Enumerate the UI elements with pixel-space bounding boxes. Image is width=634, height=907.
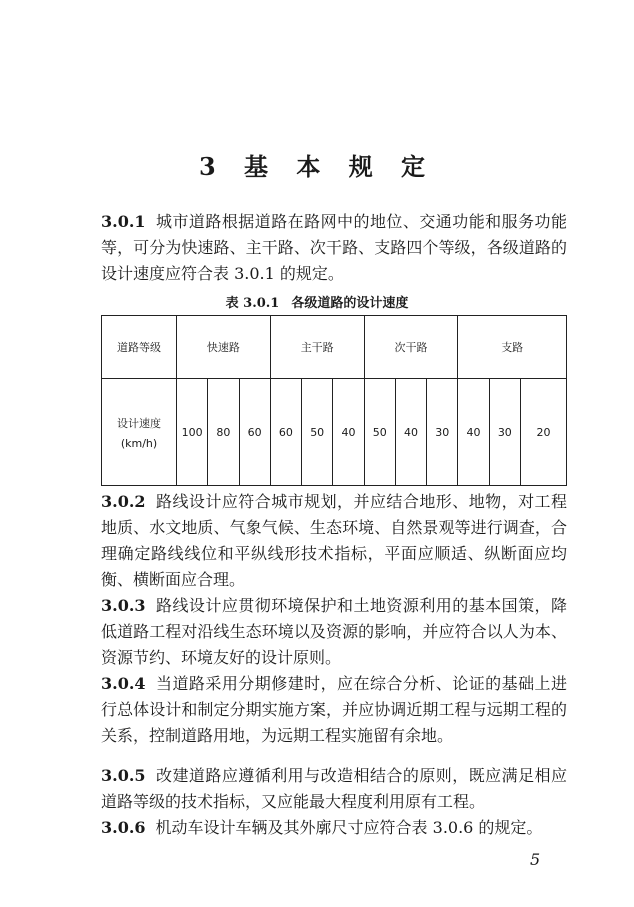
clause-text: 当道路采用分期修建时，应在综合分析、论证的基础上进行总体设计和制定分期实施方案，并应协调近期工程与远期工程的关系，控制道路用地，为远期工程实施留有余地。 (101, 674, 567, 745)
speed-cell: 30 (427, 379, 458, 486)
clause-number: 3.0.6 (101, 818, 146, 837)
table-caption-text: 各级道路的设计速度 (291, 296, 409, 311)
clause-3-0-6 (101, 815, 567, 841)
speed-cell: 40 (395, 379, 426, 486)
clause-number: 3.0.4 (101, 674, 146, 693)
clause-text: 机动车设计车辆及其外廓尺寸应符合表 3.0.6 的规定。 (155, 818, 543, 837)
clause-text: 改建道路应遵循利用与改造相结合的原则，既应满足相应道路等级的技术指标，又应能最大程度利用原有工程。 (101, 766, 567, 811)
clause-3-0-5 (101, 763, 567, 815)
clause-text: 城市道路根据道路在路网中的地位、交通功能和服务功能等，可分为快速路、主干路、次干路、支路四个等级，各级道路的设计速度应符合表 3.0.1 的规定。 (101, 212, 567, 283)
clause-3-0-1 (101, 209, 567, 287)
speed-cell: 60 (239, 379, 270, 486)
clause-number: 3.0.1 (101, 212, 146, 231)
table-caption (0, 292, 634, 311)
table-caption-number: 表 3.0.1 (225, 296, 280, 311)
page-number: 5 (530, 850, 541, 869)
clause-text: 路线设计应贯彻环境保护和土地资源利用的基本国策，降低道路工程对沿线生态环境以及资源的影响，并应符合以人为本、资源节约、环境友好的设计原则。 (101, 596, 567, 667)
row-header-speed (102, 379, 177, 486)
table-row (102, 379, 567, 486)
speed-cell: 30 (489, 379, 520, 486)
clause-number: 3.0.3 (101, 596, 146, 615)
speed-cell: 50 (364, 379, 395, 486)
speed-cell: 20 (520, 379, 566, 486)
speed-cell: 100 (177, 379, 208, 486)
grade-expressway: 快速路 (177, 316, 271, 379)
speed-cell: 80 (208, 379, 239, 486)
speed-cell: 40 (333, 379, 364, 486)
speed-cell: 40 (458, 379, 489, 486)
speed-cell: 60 (270, 379, 301, 486)
grade-arterial: 主干路 (270, 316, 364, 379)
chapter-title: 3 基 本 规 定 (198, 152, 436, 181)
clause-3-0-4 (101, 671, 567, 749)
row-header-speed-label: 设计速度 (117, 416, 161, 430)
clause-text: 路线设计应符合城市规划，并应结合地形、地物，对工程地质、水文地质、气象气候、生态环境、自然景观等进行调查，合理确定路线线位和平纵线形技术指标，平面应顺适、纵断面应均衡、横断面应合理。 (101, 492, 567, 589)
row-header-speed-unit: (km/h) (120, 436, 158, 450)
grade-secondary-arterial: 次干路 (364, 316, 458, 379)
clause-number: 3.0.2 (101, 492, 146, 511)
table-row (102, 316, 567, 379)
clause-number: 3.0.5 (101, 766, 146, 785)
speed-cell: 50 (302, 379, 333, 486)
row-header-grade: 道路等级 (102, 316, 177, 379)
design-speed-table (101, 315, 567, 486)
clause-3-0-2 (101, 489, 567, 593)
grade-branch: 支路 (458, 316, 567, 379)
clause-3-0-3 (101, 593, 567, 671)
